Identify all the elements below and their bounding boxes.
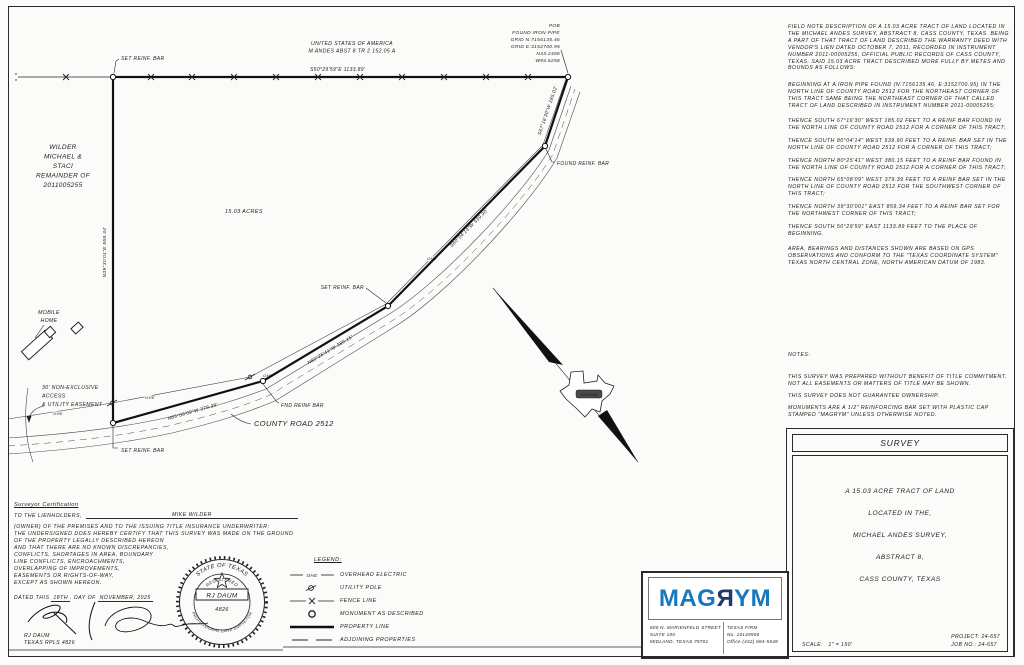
field-note-paragraph: THENCE NORTH 65°08'09" WEST 379.39 FEET TO A REINF BAR SET IN THE NORTH LINE OF COUNTY ROAD 2512 FOR THE SOUTHWEST CORNER OF THIS TRACT; xyxy=(788,177,1006,198)
field-note-description xyxy=(788,24,1010,272)
survey-title xyxy=(793,488,1007,583)
field-note-paragraph: THENCE SOUTH 80°04'14" WEST 539.90 FEET TO A REINF. BAR SET IN THE NORTH LINE OF COUNTY ROAD 2512 FOR A CORNER OF THIS TRACT; xyxy=(788,137,1007,151)
found-reinf-bar-label: FOUND REINF. BAR xyxy=(557,161,610,167)
svg-text:MICHAEL &: MICHAEL & xyxy=(43,153,83,161)
firm-address xyxy=(648,622,723,654)
firm-block xyxy=(641,571,789,659)
ohe-label: OHE xyxy=(263,373,273,378)
logo-text: YM xyxy=(734,584,772,612)
logo-text: MAG xyxy=(658,584,717,612)
road-name-label: COUNTY ROAD 2512 xyxy=(254,419,334,428)
svg-text:WILDER: WILDER xyxy=(49,144,77,151)
certification-line: EXCEPT AS SHOWN HEREON. xyxy=(14,580,102,586)
svg-text:2011005255: 2011005255 xyxy=(43,182,83,189)
se-bearing-label: N80°25'41"W 380.15' xyxy=(307,335,355,367)
north-arrow-logo-label: MAGRYM xyxy=(580,393,598,397)
field-note-paragraph: THENCE NORTH 80°25'41" WEST 380.15 FEET TO A REINF BAR FOUND IN THE NORTH LINE OF COUNTY ROAD 2512 FOR A CORNER OF THIS TRACT; xyxy=(788,157,1006,171)
legend-row xyxy=(284,594,640,607)
monument-nw xyxy=(110,74,115,79)
firm-details xyxy=(648,622,782,654)
ohe-label: OHE xyxy=(53,411,63,416)
set-reinf-bar-label: SET REINF. BAR xyxy=(121,448,165,454)
south-bearing-label: N65°08'09"W 379.39' xyxy=(167,402,219,423)
ne-bearing-label: S67°16'30"W 185.02' xyxy=(537,85,560,137)
survey-title-line: A 15.03 ACRE TRACT OF LAND xyxy=(845,488,955,495)
certification-line: OVERLAPPING OF IMPROVEMENTS, xyxy=(14,566,121,572)
legend-title: LEGEND: xyxy=(314,557,342,563)
county-road xyxy=(8,86,580,454)
field-note-paragraph: FIELD NOTE DESCRIPTION OF A 15.03 ACRE TRACT OF LAND LOCATED IN THE MICHAEL ANDES SURVEY, ABSTRACT 8, CASS COUNTY, TEXAS. BEING A PART OF THAT TRACT OF LAND DESCRIBED THE WARRANTY DEED WITH VENDOR'S LIEN DATED OCTOBER 7, 2011, RECORDED IN INSTRUMENT NUMBER 2011-00005255, OFFICIAL PUBLIC RECORDS OF CASS COUNTY, TEXAS. SAID 15.03 ACRE TRACT DESCRIBED MORE FULLY BY METES AND BOUNDS AS FOLLOWS: xyxy=(788,24,1010,72)
monument-found-e xyxy=(542,143,547,148)
svg-text:POB: POB xyxy=(548,24,560,29)
firm-info-line: TEXAS FIRM xyxy=(726,625,758,630)
acreage-label: 15.03 ACRES xyxy=(225,209,263,215)
fnd-reinf-bar-label: FND REINF BAR xyxy=(281,403,324,409)
ohe-label: OHE xyxy=(427,256,437,261)
ohe-label: OHE xyxy=(145,395,155,400)
svg-text:GRID N:7156135.46: GRID N:7156135.46 xyxy=(510,38,560,43)
firm-address-line: SUITE 100 xyxy=(650,632,676,637)
firm-registration xyxy=(723,622,782,654)
property-boundary xyxy=(113,77,568,423)
divider-lines xyxy=(8,647,641,650)
firm-info-line: Office (432) 684-5548 xyxy=(726,639,778,644)
legend-row xyxy=(284,633,640,646)
adjoiner-wilder-label xyxy=(36,144,91,189)
title-block-header: SURVEY xyxy=(792,434,1008,452)
firm-info-line: No. 10149500 xyxy=(726,632,760,637)
monument-sw xyxy=(110,420,115,425)
monument-pob xyxy=(565,74,570,79)
monument-icon xyxy=(284,608,340,620)
note-item: THIS SURVEY DOES NOT GUARANTEE OWNERSHIP. xyxy=(788,393,940,399)
field-note-paragraph: THENCE SOUTH 50°29'59" EAST 1133.89 FEET TO THE PLACE OF BEGINNING. xyxy=(788,223,978,237)
firm-address-line: 800 N. MARIENFELD STREET xyxy=(650,625,722,630)
dated-line xyxy=(14,592,298,601)
map-labels xyxy=(36,23,609,454)
magrym-logo xyxy=(659,585,771,613)
scale-note xyxy=(802,642,852,648)
field-note-paragraph: THENCE SOUTH 67°16'30" WEST 185.02 FEET TO A REINF BAR FOUND IN THE NORTH LINE OF COUNTY ROAD 2512 FOR A CORNER OF THIS TRACT; xyxy=(788,117,1006,131)
legend-label: OVERHEAD ELECTRIC xyxy=(340,571,407,578)
adjoining-owner-label: M ANDES ABST 8 TR 2 152.05 A xyxy=(308,48,396,55)
firm-logo-box xyxy=(648,577,782,620)
easement-label xyxy=(41,385,103,408)
legend-label: ADJOINING PROPERTIES xyxy=(340,636,416,643)
legend-row xyxy=(284,581,640,594)
legend xyxy=(284,557,640,646)
legend-label: PROPERTY LINE xyxy=(340,623,390,630)
adjoining-owner-label: UNITED STATES OF AMERICA xyxy=(311,41,393,47)
monuments xyxy=(110,74,570,425)
overhead-electric-line xyxy=(8,79,566,419)
notes-section xyxy=(788,352,1010,424)
monument-set-mid xyxy=(385,303,390,308)
legend-row xyxy=(284,620,640,633)
notes-title: NOTES: xyxy=(788,352,811,358)
mobile-home-label: MOBILE xyxy=(38,310,60,316)
scale-label: SCALE: xyxy=(802,642,823,648)
pob-label-block xyxy=(511,23,561,64)
easement-arrowhead xyxy=(27,416,32,423)
lienholders-label: TO THE LIENHOLDERS, xyxy=(14,513,82,519)
seal-state-text: STATE OF TEXAS xyxy=(195,562,249,579)
survey-title-line: LOCATED IN THE, xyxy=(868,510,932,517)
seal-name-text: RJ DAUM xyxy=(206,592,238,600)
svg-text:W94.6258: W94.6258 xyxy=(535,59,560,64)
svg-text:PROFESSIONAL LAND SURVEYOR xyxy=(191,611,253,633)
job-number: JOB NO.: 24-657 xyxy=(951,642,997,648)
firm-address-line: MIDLAND, TEXAS 79701 xyxy=(650,639,709,644)
svg-text:N33.2406: N33.2406 xyxy=(536,52,560,57)
west-bearing-label: N39°30'01"E 859.34' xyxy=(103,226,108,278)
certification-line: (OWNER) OF THE PREMISES AND TO THE ISSUING TITLE INSURANCE UNDERWRITER: xyxy=(14,524,270,530)
title-block-footer xyxy=(802,632,1000,648)
survey-title-line: MICHAEL ANDES SURVEY, xyxy=(852,532,948,539)
survey-title-line: CASS COUNTY, TEXAS xyxy=(859,576,941,583)
title-block xyxy=(786,428,1014,657)
scale-value: 1" = 150' xyxy=(828,642,853,648)
certification-title: Surveyor Certification xyxy=(14,502,79,508)
certification-line: OF THE PROPERTY LEGALLY DESCRIBED HEREON xyxy=(14,538,164,544)
dated-day: 18TH xyxy=(53,595,69,601)
survey-title-line: ABSTRACT 8, xyxy=(875,554,924,561)
east-bearing-label: S80°04'14"W 539.90' xyxy=(449,208,490,249)
note-item: THIS SURVEY WAS PREPARED WITHOUT BENEFIT OF TITLE COMMITMENT. NOT ALL EASEMENTS OR MATTERS OF TITLE MAY BE SHOWN. xyxy=(788,374,1007,387)
adjoining-properties-icon xyxy=(284,634,340,646)
set-reinf-bar-label: SET REINF. BAR xyxy=(121,56,165,62)
lienholders-line xyxy=(14,512,298,519)
dated-date: NOVEMBER, 2025 xyxy=(99,595,151,601)
note-item: MONUMENTS ARE A 1/2" REINFORCING BAR SET WITH PLASTIC CAP STAMPED "MAGRYM" UNLESS OTHERWISE NOTED. xyxy=(788,405,989,418)
monument-found-s xyxy=(260,378,265,383)
svg-text:ACCESS: ACCESS xyxy=(42,393,66,400)
owner-name: MIKE WILDER xyxy=(86,512,298,519)
certification-line: LINE CONFLICTS, ENCROACHMENTS, xyxy=(14,559,126,565)
mobile-home-label: HOME xyxy=(40,318,58,324)
field-note-paragraph: THENCE NORTH 39°30'001" EAST 859.34 FEET TO A REINF BAR SET FOR THE NORTHWEST CORNER OF THIS TRACT; xyxy=(788,204,1001,218)
svg-text:& UTILITY EASEMENT: & UTILITY EASEMENT xyxy=(42,402,103,408)
svg-text:GRID E:3152700.95: GRID E:3152700.95 xyxy=(510,45,560,50)
north-arrow xyxy=(493,288,638,462)
surveyor-name: RJ DAUM xyxy=(24,633,50,639)
seal-profession-text: PROFESSIONAL LAND SURVEYOR xyxy=(190,610,254,634)
set-reinf-bar-label: SET REINF. BAR xyxy=(320,285,364,291)
surveyor-name-block xyxy=(24,633,75,647)
field-note-paragraph: AREA, BEARINGS AND DISTANCES SHOWN ARE BASED ON GPS OBSERVATIONS AND CONFORM TO THE "TEXAS COORDINATE SYSTEM" TEXAS NORTH CENTRAL ZONE, NORTH AMERICAN DATUM OF 1983. xyxy=(788,245,999,266)
logo-reversed-r: R xyxy=(716,584,735,612)
surveyor-registration: TEXAS RPLS 4826 xyxy=(24,640,75,646)
field-note-paragraph: BEGINNING AT A IRON PIPE FOUND (N:7156135.46, E:3152700.95) IN THE NORTH LINE OF COUNTY ROAD 2512 FOR THE NORTHEAST CORNER OF THIS TRACT SAME BEING THE NORTHEAST CORNER OF THAT CALLED TRACT OF LAND DESCRIBED IN INSTRUMENT NUMBER 2011-00005255; xyxy=(788,82,1001,110)
svg-text:REMAINDER OF: REMAINDER OF xyxy=(35,172,91,180)
legend-row xyxy=(284,607,640,620)
utility-pole-icon xyxy=(245,374,255,380)
svg-text:FOUND IRON PIPE: FOUND IRON PIPE xyxy=(512,31,560,36)
svg-text:30' NON-EXCLUSIVE: 30' NON-EXCLUSIVE xyxy=(42,385,99,391)
property-line-icon xyxy=(284,621,340,633)
legend-label: FENCE LINE xyxy=(340,597,377,604)
legend-label: UTILITY POLE xyxy=(340,584,382,591)
mobile-home xyxy=(21,322,83,360)
title-block-body xyxy=(792,455,1008,652)
dated-mid: . DAY OF xyxy=(70,595,96,601)
certification-line: AND THAT THERE ARE NO KNOWN DISCREPANCIES, xyxy=(14,545,170,551)
svg-text:OHE: OHE xyxy=(306,572,318,578)
svg-text:STACI: STACI xyxy=(52,163,74,170)
seal-registered-text: REGISTERED xyxy=(204,576,240,588)
legend-label: MONUMENT AS DESCRIBED xyxy=(340,610,424,617)
seal-number-text: 4826 xyxy=(215,607,229,613)
dated-prefix: DATED THIS xyxy=(14,595,50,601)
surveyor-certification xyxy=(14,502,298,601)
certification-line: EASEMENTS OR RIGHTS-OF-WAY, xyxy=(14,573,115,579)
certification-line: THE UNDERSIGNED DOES HEREBY CERTIFY THAT THIS SURVEY WAS MADE ON THE GROUND xyxy=(14,531,294,537)
north-bearing-label: S50°29'59"E 1133.89' xyxy=(310,67,366,73)
project-number: PROJECT: 24-657 xyxy=(951,634,1000,640)
project-info xyxy=(951,632,1000,648)
certification-line: CONFLICTS, SHORTAGES IN AREA, BOUNDARY xyxy=(14,552,154,558)
legend-row xyxy=(284,568,640,581)
